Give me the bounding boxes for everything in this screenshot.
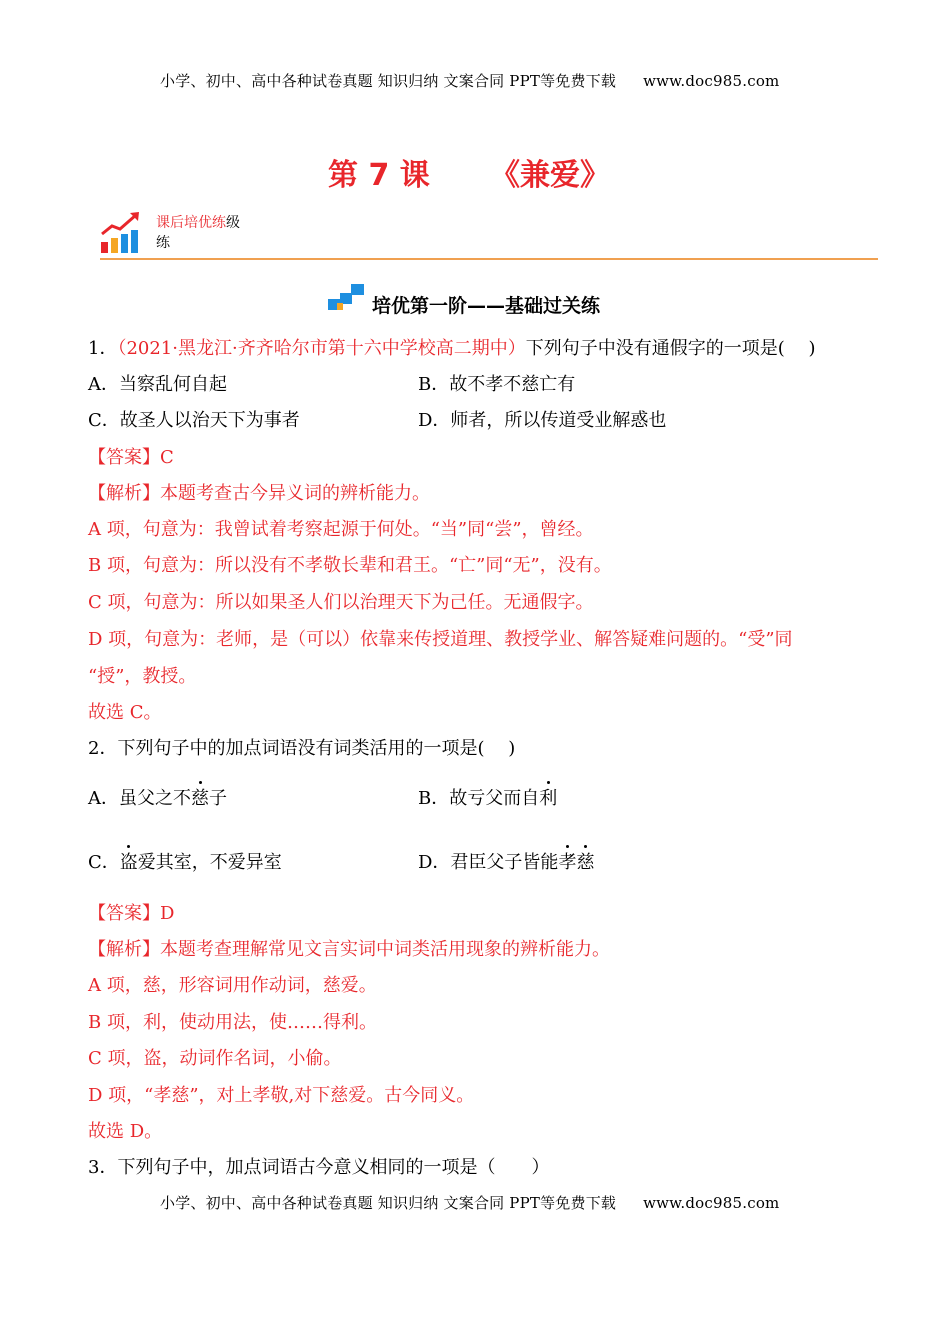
conclusion: 故选 D。: [88, 1121, 163, 1142]
option-d: [418, 851, 594, 875]
page-title: 《兼爱》: [490, 158, 610, 193]
option-a: A．当察乱何自起: [88, 374, 227, 395]
blocks-icon: [327, 283, 365, 311]
explanation-d: D 项，句意为：老师，是（可以）依靠来传授道理、教授学业、解答疑难问题的。“受”同: [88, 629, 793, 650]
banner-label: [156, 213, 240, 253]
explanation-a: A 项，句意为：我曾试着考察起源于何处。“当”同“尝”，曾经。: [88, 519, 594, 540]
section-title: 培优第一阶——基础过关练: [372, 295, 601, 317]
explanation-d-cont: “授”，教授。: [88, 666, 197, 687]
question-source: （2021·黑龙江·齐齐哈尔市第十六中学校高二期中）: [117, 338, 526, 359]
lesson-number: 第 7 课: [328, 158, 430, 193]
page-footer: [160, 1192, 779, 1213]
explanation-a: A 项，慈，形容词用作动词，慈爱。: [88, 975, 377, 996]
conclusion: 故选 C。: [88, 702, 162, 723]
emphasized-word: 盗: [119, 852, 138, 873]
option-text: B．故亏父而自: [418, 788, 540, 809]
question-2-stem: [88, 737, 515, 761]
emphasized-word: 孝: [558, 852, 577, 873]
question-text: 下列句子中的加点词语没有词类活用的一项是( ): [117, 738, 516, 759]
divider-rule: [100, 258, 878, 260]
question-number: 1．: [88, 338, 118, 359]
chart-growth-icon: [100, 210, 144, 254]
emphasized-word: 慈: [576, 852, 595, 873]
footer-text: 小学、初中、高中各种试卷真题 知识归纳 文案合同 PPT等免费下载: [160, 1194, 617, 1212]
header-text: 小学、初中、高中各种试卷真题 知识归纳 文案合同 PPT等免费下载: [160, 72, 617, 90]
analysis-heading: 【解析】本题考查理解常见文言实词中词类活用现象的辨析能力。: [88, 939, 610, 960]
option-c: C．故圣人以治天下为事者: [88, 410, 300, 431]
option-text: A．虽父之不: [88, 788, 191, 809]
explanation-b: B 项，利，使动用法，使……得利。: [88, 1012, 377, 1033]
option-b: B．故不孝不慈亡有: [418, 374, 576, 395]
explanation-d: D 项，“孝慈”，对上孝敬,对下慈爱。古今同义。: [88, 1085, 475, 1106]
question-3-stem: [88, 1156, 549, 1180]
option-text: C．: [88, 852, 120, 873]
answer: 【答案】D: [88, 903, 175, 924]
header-site-link[interactable]: www.doc985.com: [643, 72, 780, 90]
answer: 【答案】C: [88, 447, 174, 468]
explanation-c: C 项，盗，动词作名词，小偷。: [88, 1048, 342, 1069]
question-number: 2．: [88, 738, 118, 759]
banner-label-red: 课后培优练: [156, 215, 226, 231]
option-d: D．师者，所以传道受业解惑也: [418, 410, 667, 431]
banner-label-black-2: 练: [156, 235, 170, 251]
option-text: 爱其室，不爱异室: [137, 852, 282, 873]
option-text: D．君臣父子皆能: [418, 852, 559, 873]
question-number: 3．: [88, 1157, 118, 1178]
question-text: 下列句子中，加点词语古今意义相同的一项是（ ）: [117, 1157, 550, 1178]
question-1-stem: [88, 337, 815, 361]
analysis-heading: 【解析】本题考查古今异义词的辨析能力。: [88, 483, 430, 504]
footer-site-link[interactable]: www.doc985.com: [643, 1194, 780, 1212]
option-text: 子: [209, 788, 227, 809]
page-header: [160, 70, 779, 91]
option-a: [88, 787, 227, 811]
banner-label-black: 级: [226, 215, 240, 231]
emphasized-word: 慈: [191, 788, 209, 809]
emphasized-word: 利: [539, 788, 558, 809]
option-b: [418, 787, 557, 811]
explanation-c: C 项，句意为：所以如果圣人们以治理天下为己任。无通假字。: [88, 592, 594, 613]
question-text: 下列句子中没有通假字的一项是( ): [525, 338, 816, 359]
option-c: [88, 851, 282, 875]
explanation-b: B 项，句意为：所以没有不孝敬长辈和君王。“亡”同“无”，没有。: [88, 555, 612, 576]
